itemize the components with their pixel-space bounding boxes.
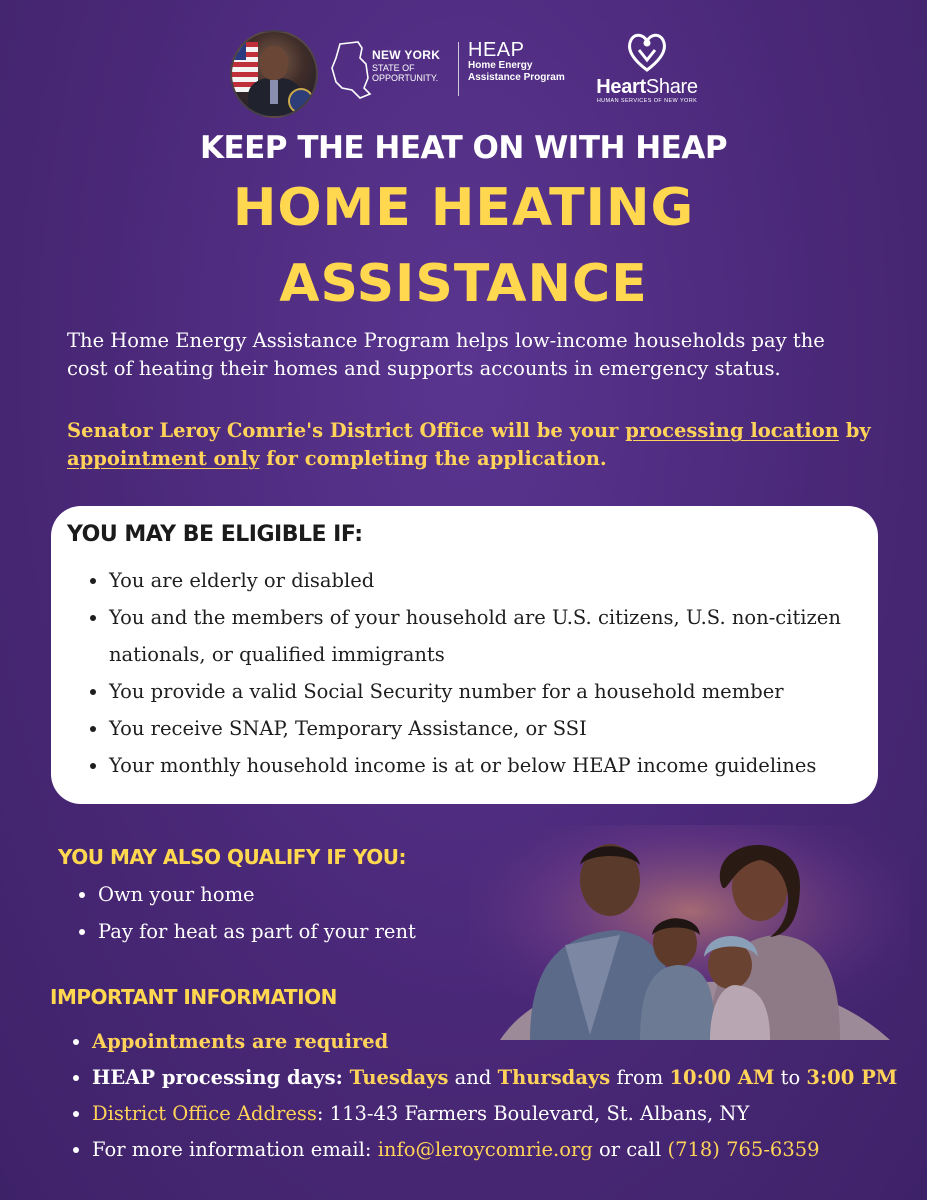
and-text: and [448,1066,498,1089]
heart-people-icon [627,30,667,74]
title-line2: ASSISTANCE [279,254,648,314]
ny-state-outline-icon [330,38,372,102]
main-title [0,170,927,322]
list-item: • You receive SNAP, Temporary Assistance, or SSI [109,710,869,747]
list-item [92,1060,927,1096]
senator-text-3: for completing the application. [259,447,607,470]
heap-logo-subtitle: Home Energy Assistance Program [468,60,565,83]
heap-logo [468,40,568,84]
tie-shape [270,80,278,104]
list-item [92,1096,927,1132]
head-shape [260,46,288,80]
senator-text-2: by [838,419,871,442]
list-item [92,1132,927,1168]
processing-location-text: processing location [625,419,839,442]
heartshare-logo [592,30,702,106]
or-call-text: or call [592,1138,668,1161]
list-item: • You provide a valid Social Security number for a household member [109,673,869,710]
processing-days-label: HEAP processing days: [92,1066,350,1089]
info-label: For more information email: [92,1138,378,1161]
ny-logo-line1: NEW YORK [372,48,441,62]
heartshare-name [592,76,702,99]
eligibility-card [51,506,878,804]
logo-divider [458,42,459,96]
day-thursdays: Thursdays [497,1066,611,1089]
address-label: District Office Address [92,1102,317,1125]
senator-photo [230,30,318,118]
also-qualify-list [50,876,416,950]
list-item [92,1024,927,1060]
family-illustration [470,825,910,1040]
time-end: 3:00 PM [806,1066,898,1089]
kicker-heading: KEEP THE HEAT ON WITH HEAP [199,130,728,166]
time-start: 10:00 AM [669,1066,775,1089]
also-qualify-heading: YOU MAY ALSO QUALIFY IF YOU: [58,845,406,869]
ny-state-logo [330,38,470,102]
eligibility-heading: YOU MAY BE ELIGIBLE IF: [67,522,363,547]
list-item: • You are elderly or disabled [109,562,869,599]
email-link[interactable]: info@leroycomrie.org [377,1138,593,1161]
phone-link[interactable]: (718) 765-6359 [667,1138,820,1161]
senator-notice [67,417,877,473]
list-item: • Your monthly household income is at or below HEAP income guidelines [109,747,869,784]
important-list [44,1024,927,1168]
list-item: • You and the members of your household are U.S. citizens, U.S. non-citizen nationals, or qualified immigrants [109,599,869,673]
from-text: from [610,1066,670,1089]
title-line1: HOME HEATING [232,178,695,238]
ny-logo-line2: STATE OF OPPORTUNITY. [372,63,439,83]
address-value: : 113-43 Farmers Boulevard, St. Albans, NY [316,1102,750,1125]
list-item: • Pay for heat as part of your rent [98,913,416,950]
senator-text-1: Senator Leroy Comrie's District Office will be your [67,419,626,442]
heartshare-name-bold: Heart [596,76,646,98]
eligibility-list [57,562,869,784]
senate-seal-icon [288,88,314,114]
heap-logo-title: HEAP [468,39,525,61]
appointments-text: Appointments are required [92,1030,389,1053]
important-heading: IMPORTANT INFORMATION [50,985,337,1009]
heartshare-name-light: Share [645,76,698,98]
heartshare-tagline: HUMAN SERVICES OF NEW YORK [596,98,698,104]
appointment-only-text: appointment only [67,447,260,470]
day-tuesdays: Tuesdays [349,1066,449,1089]
to-text: to [774,1066,807,1089]
intro-paragraph: The Home Energy Assistance Program helps low-income households pay the cost of heating their homes and supports accounts in emergency status. [67,329,825,380]
list-item: • Own your home [98,876,416,913]
